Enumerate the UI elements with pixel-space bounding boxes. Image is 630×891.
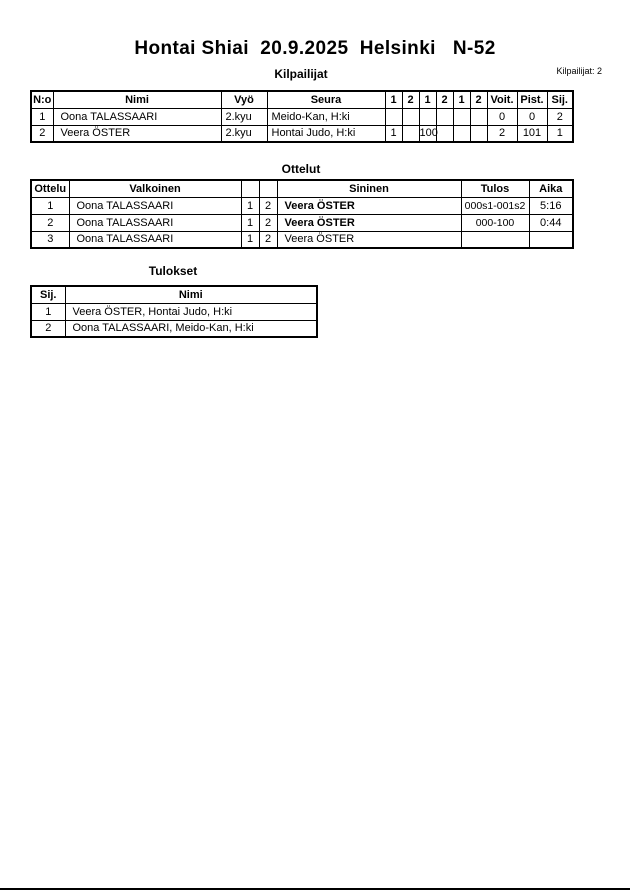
match-no: 1 <box>31 197 69 214</box>
col-header-score-5: 1 <box>453 91 470 108</box>
col-header-time: Aika <box>529 180 573 197</box>
matches-section-title: Ottelut <box>281 162 321 176</box>
competitor-name: Veera ÖSTER <box>53 125 221 142</box>
matches-table <box>30 179 574 249</box>
col-header-no: N:o <box>31 91 53 108</box>
col-header-score-1: 1 <box>385 91 402 108</box>
col-header-num2 <box>259 180 277 197</box>
results-header-row <box>31 286 317 303</box>
competitor-club: Hontai Judo, H:ki <box>267 125 385 142</box>
col-header-score-6: 2 <box>470 91 487 108</box>
match-white-number: 1 <box>241 197 259 214</box>
competitor-score: 100 <box>419 125 436 142</box>
competitor-belt: 2.kyu <box>221 108 267 125</box>
competitor-count-label: Kilpailijat: 2 <box>556 66 602 76</box>
match-row <box>31 231 573 248</box>
col-header-blue: Sininen <box>277 180 461 197</box>
match-white-name: Oona TALASSAARI <box>69 214 241 231</box>
competitor-no: 1 <box>31 108 53 125</box>
match-no: 2 <box>31 214 69 231</box>
competitors-section-title: Kilpailijat <box>274 67 328 81</box>
col-header-belt: Vyö <box>221 91 267 108</box>
col-header-score-3: 1 <box>419 91 436 108</box>
match-blue-number: 2 <box>259 231 277 248</box>
match-no: 3 <box>31 231 69 248</box>
match-row <box>31 214 573 231</box>
match-white-number: 1 <box>241 231 259 248</box>
col-header-name: Nimi <box>53 91 221 108</box>
competitor-score <box>402 108 419 125</box>
col-header-place: Sij. <box>547 91 573 108</box>
competitor-score: 1 <box>385 125 402 142</box>
matches-header-row <box>31 180 573 197</box>
col-header-score-4: 2 <box>436 91 453 108</box>
competitors-header-row <box>31 91 573 108</box>
col-header-wins: Voit. <box>487 91 517 108</box>
competitors-table <box>30 90 574 143</box>
results-table <box>30 285 318 338</box>
col-header-name: Nimi <box>65 286 317 303</box>
match-blue-name: Veera ÖSTER <box>277 214 461 231</box>
result-name: Oona TALASSAARI, Meido-Kan, H:ki <box>65 320 317 337</box>
match-white-name: Oona TALASSAARI <box>69 197 241 214</box>
competitor-score <box>436 125 453 142</box>
competitor-club: Meido-Kan, H:ki <box>267 108 385 125</box>
match-white-number: 1 <box>241 214 259 231</box>
competitor-no: 2 <box>31 125 53 142</box>
result-place: 2 <box>31 320 65 337</box>
match-blue-name: Veera ÖSTER <box>277 231 461 248</box>
competitor-name: Oona TALASSAARI <box>53 108 221 125</box>
match-result: 000-100 <box>461 214 529 231</box>
competitor-score <box>385 108 402 125</box>
col-header-points: Pist. <box>517 91 547 108</box>
match-result: 000s1-001s2 <box>461 197 529 214</box>
col-header-result: Tulos <box>461 180 529 197</box>
competitor-points: 0 <box>517 108 547 125</box>
competitor-score <box>453 125 470 142</box>
col-header-score-2: 2 <box>402 91 419 108</box>
competitor-score <box>470 125 487 142</box>
match-blue-number: 2 <box>259 197 277 214</box>
col-header-white: Valkoinen <box>69 180 241 197</box>
competitor-score <box>470 108 487 125</box>
match-blue-number: 2 <box>259 214 277 231</box>
match-result <box>461 231 529 248</box>
competitor-score <box>436 108 453 125</box>
col-header-club: Seura <box>267 91 385 108</box>
competitor-place: 1 <box>547 125 573 142</box>
competitor-wins: 0 <box>487 108 517 125</box>
competitor-points: 101 <box>517 125 547 142</box>
competitor-row <box>31 125 573 142</box>
result-place: 1 <box>31 303 65 320</box>
result-name: Veera ÖSTER, Hontai Judo, H:ki <box>65 303 317 320</box>
match-time: 0:44 <box>529 214 573 231</box>
result-row <box>31 303 317 320</box>
col-header-num1 <box>241 180 259 197</box>
page-title: Hontai Shiai 20.9.2025 Helsinki N-52 <box>134 38 496 59</box>
competitor-wins: 2 <box>487 125 517 142</box>
col-header-match: Ottelu <box>31 180 69 197</box>
page-bottom-border <box>0 888 630 890</box>
result-row <box>31 320 317 337</box>
results-section-title: Tulokset <box>148 264 198 278</box>
competitor-score <box>402 125 419 142</box>
competitor-place: 2 <box>547 108 573 125</box>
col-header-place: Sij. <box>31 286 65 303</box>
match-row <box>31 197 573 214</box>
competitor-score <box>419 108 436 125</box>
match-white-name: Oona TALASSAARI <box>69 231 241 248</box>
competitor-belt: 2.kyu <box>221 125 267 142</box>
competitor-score <box>453 108 470 125</box>
match-time: 5:16 <box>529 197 573 214</box>
competitor-row <box>31 108 573 125</box>
match-blue-name: Veera ÖSTER <box>277 197 461 214</box>
match-time <box>529 231 573 248</box>
